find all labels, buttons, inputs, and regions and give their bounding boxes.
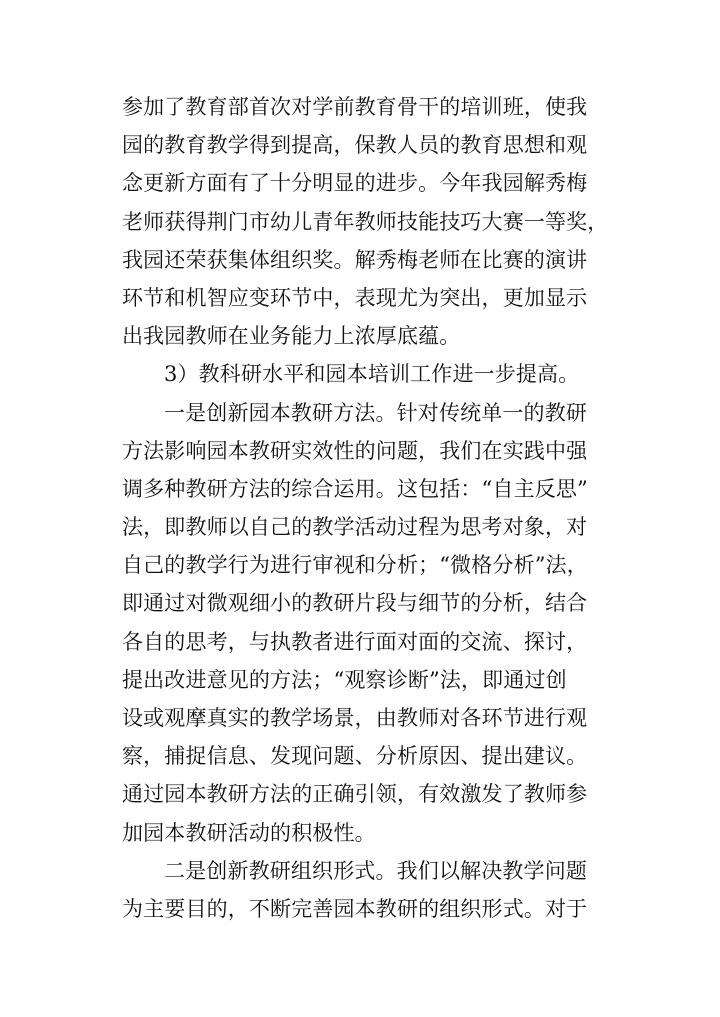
paragraph-start: 一是创新园本教研方法。针对传统单一的教研: [164, 400, 587, 425]
text-line: 方法影响园本教研实效性的问题，我们在实践中强: [122, 438, 588, 463]
text-line: 为主要目的，不断完善园本教研的组织形式。对于: [122, 896, 588, 921]
section-heading: 3）教科研水平和园本培训工作进一步提高。: [164, 362, 580, 387]
text-line: 出我园教师在业务能力上浓厚底蕴。: [122, 324, 461, 349]
text-line: 通过园本教研方法的正确引领，有效激发了教师参: [122, 782, 588, 807]
text-line: 即通过对微观细小的教研片段与细节的分析，结合: [122, 591, 588, 616]
document-body: [122, 88, 609, 928]
text-line: 法，即教师以自己的教学活动过程为思考对象，对: [122, 515, 588, 540]
text-line: 念更新方面有了十分明显的进步。今年我园解秀梅: [122, 171, 588, 196]
text-line: 环节和机智应变环节中，表现尤为突出，更加显示: [122, 285, 588, 310]
text-line: 察，捕捉信息、发现问题、分析原因、提出建议。: [122, 744, 588, 769]
text-line: 参加了教育部首次对学前教育骨干的培训班，使我: [122, 95, 588, 119]
text-line: 老师获得荆门市幼儿青年教师技能技巧大赛一等奖，: [122, 209, 609, 234]
text-line: 设或观摩真实的教学场景，由教师对各环节进行观: [122, 706, 588, 730]
text-line: 园的教育教学得到提高，保教人员的教育思想和观: [122, 133, 588, 158]
text-line: 自己的教学行为进行审视和分析；“微格分析”法，: [122, 553, 588, 578]
text-line: 提出改进意见的方法；“观察诊断”法，即通过创: [122, 667, 567, 692]
text-line: 加园本教研活动的积极性。: [122, 820, 376, 845]
paragraph-start: 二是创新教研组织形式。我们以解决教学问题: [164, 858, 587, 883]
text-line: 我园还荣获集体组织奖。解秀梅老师在比赛的演讲: [122, 247, 588, 272]
text-line: 各自的思考，与执教者进行面对面的交流、探讨，: [122, 629, 588, 654]
text-line: 调多种教研方法的综合运用。这包括：“自主反思”: [122, 476, 588, 501]
